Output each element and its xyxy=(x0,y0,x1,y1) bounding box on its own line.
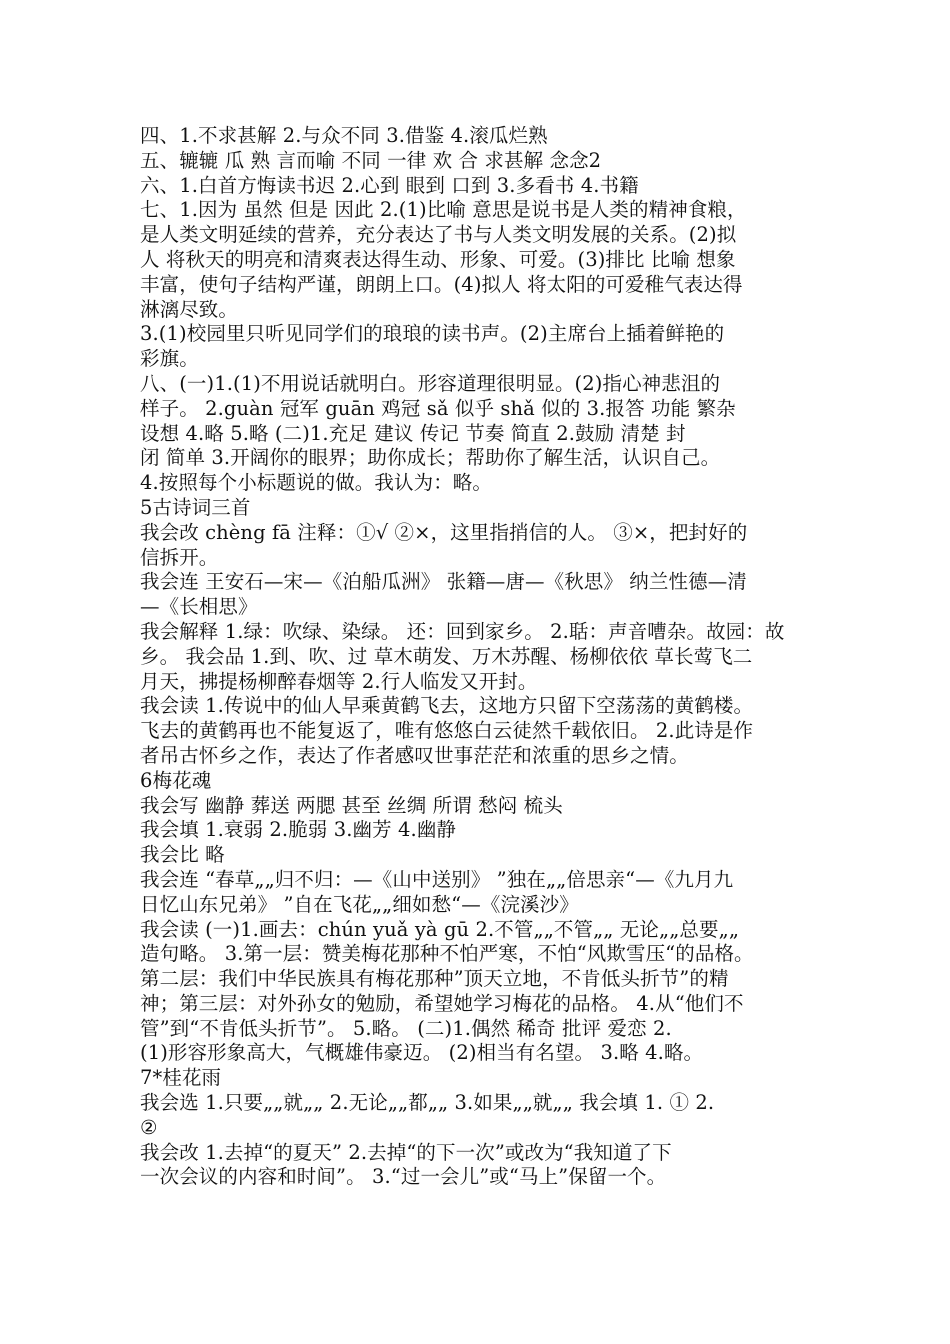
text-line: 月天，拂提杨柳醉春烟等 2.行人临发又开封。 xyxy=(140,669,538,693)
text-line: 五、辘辘 瓜 熟 言而喻 不同 一律 欢 合 求甚解 念念2 xyxy=(140,148,602,172)
text-line: 八、(一)1.(1)不用说话就明白。形容道理很明显。(2)指心神悲沮的 xyxy=(140,371,721,395)
text-line: 我会写 幽静 葬送 两腮 甚至 丝绸 所谓 愁闷 梳头 xyxy=(140,793,563,817)
text-line: 我会连 王安石—宋—《泊船瓜洲》 张籍—唐—《秋思》 纳兰性德—清 xyxy=(140,570,747,594)
text-line: 我会读 1.传说中的仙人早乘黄鹤飞去，这地方只留下空荡荡的黄鹤楼。 xyxy=(140,694,754,718)
text-line: (1)形容形象高大，气概雄伟豪迈。 (2)相当有名望。 3.略 4.略。 xyxy=(140,1041,704,1065)
text-line: 我会填 1.衰弱 2.脆弱 3.幽芳 4.幽静 xyxy=(140,818,457,842)
text-line: 3.(1)校园里只听见同学们的琅琅的读书声。(2)主席台上插着鲜艳的 xyxy=(140,322,725,346)
text-line: 是人类文明延续的营养，充分表达了书与人类文明发展的关系。(2)拟 xyxy=(140,223,737,247)
text-line: 六、1.白首方悔读书迟 2.心到 眼到 口到 3.多看书 4.书籍 xyxy=(140,173,639,197)
text-line: 丰富，使句子结构严谨，朗朗上口。(4)拟人 将太阳的可爱稚气表达得 xyxy=(140,272,743,296)
text-line: 一次会议的内容和时间”。 3.“过一会儿”或“马上”保留一个。 xyxy=(140,1165,667,1189)
text-line: 设想 4.略 5.略 (二)1.充足 建议 传记 节奏 简直 2.鼓励 清楚 封 xyxy=(140,421,686,445)
answer-key-document xyxy=(140,124,812,1190)
text-line: 七、1.因为 虽然 但是 因此 2.(1)比喻 意思是说书是人类的精神食粮， xyxy=(140,198,747,222)
text-line: 我会改 1.去掉“的夏天” 2.去掉“的下一次”或改为“我知道了下 xyxy=(140,1140,672,1164)
text-line: 彩旗。 xyxy=(140,347,199,371)
text-line: 管”到“不肯低头折节”。 5.略。 (二)1.偶然 稀奇 批评 爱恋 2. xyxy=(140,1016,672,1040)
text-line: 神；第三层：对外孙女的勉励，希望她学习梅花的品格。 4.从“他们不 xyxy=(140,991,744,1015)
section-heading: 5古诗词三首 xyxy=(140,495,251,519)
text-line: 人 将秋天的明亮和清爽表达得生动、形象、可爱。(3)排比 比喻 想象 xyxy=(140,247,736,271)
text-line: —《长相思》 xyxy=(140,595,258,619)
text-line: 造句略。 3.第一层：赞美梅花那种不怕严寒，不怕“风欺雪压“的品格。 xyxy=(140,942,754,966)
text-line: 我会改 chèng fā 注释：①√ ②×，这里指捎信的人。 ③×，把封好的 xyxy=(140,520,748,544)
text-line: 我会读 (一)1.画去：chún yuǎ yà gū 2.不管„„不管„„ 无论„„总要„„ xyxy=(140,917,740,941)
text-line: 样子。 2.guàn 冠军 guān 鸡冠 sǎ 似乎 shǎ 似的 3.报答 功能 繁杂 xyxy=(140,396,736,420)
text-line: 我会连 “春草„„归不归：—《山中送别》 ”独在„„倍思亲“—《九月九 xyxy=(140,867,734,891)
text-line: 4.按照每个小标题说的做。我认为：略。 xyxy=(140,471,493,495)
text-line: 四、1.不求甚解 2.与众不同 3.借鉴 4.滚瓜烂熟 xyxy=(140,124,548,147)
text-line: 乡。 我会品 1.到、吹、过 草木萌发、万木苏醒、杨柳依依 草长莺飞二 xyxy=(140,644,753,668)
text-line: 飞去的黄鹤再也不能复返了，唯有悠悠白云徒然千载依旧。 2.此诗是作 xyxy=(140,719,754,743)
section-heading: 6梅花魂 xyxy=(140,768,212,792)
text-line: 闭 简单 3.开阔你的眼界；助你成长；帮助你了解生活，认识自己。 xyxy=(140,446,721,470)
text-line: 我会比 略 xyxy=(140,843,225,867)
text-line: 日忆山东兄弟》 ”自在飞花„„细如愁“—《浣溪沙》 xyxy=(140,892,579,916)
text-line: ② xyxy=(140,1115,158,1139)
text-line: 淋漓尽致。 xyxy=(140,297,239,321)
text-line: 者吊古怀乡之作，表达了作者感叹世事茫茫和浓重的思乡之情。 xyxy=(140,743,689,767)
text-line: 信拆开。 xyxy=(140,545,219,569)
text-line: 我会选 1.只要„„就„„ 2.无论„„都„„ 3.如果„„就„„ 我会填 1. ① 2. xyxy=(140,1091,715,1115)
text-line: 我会解释 1.绿：吹绿、染绿。 还：回到家乡。 2.聒：声音嘈杂。故园：故 xyxy=(140,619,785,643)
text-line: 第二层：我们中华民族具有梅花那种”顶天立地，不肯低头折节”的精 xyxy=(140,967,729,991)
section-heading: 7*桂花雨 xyxy=(140,1066,222,1090)
